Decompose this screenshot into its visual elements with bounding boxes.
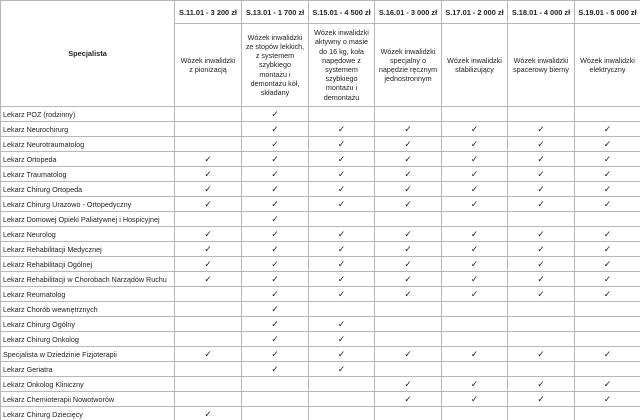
check-mark-cell[interactable]: ✓ [242, 302, 309, 317]
check-mark-cell[interactable]: ✓ [175, 182, 242, 197]
check-mark-cell[interactable]: ✓ [375, 167, 442, 182]
price-code-header-row [1, 1, 640, 24]
empty-cell[interactable] [175, 212, 242, 227]
check-mark-cell[interactable]: ✓ [375, 287, 442, 302]
empty-cell[interactable] [175, 287, 242, 302]
empty-cell[interactable] [242, 392, 309, 407]
check-mark-cell[interactable]: ✓ [442, 242, 508, 257]
empty-cell[interactable] [575, 212, 640, 227]
check-mark-cell[interactable]: ✓ [375, 272, 442, 287]
check-mark-cell[interactable]: ✓ [309, 317, 375, 332]
check-mark-cell[interactable]: ✓ [375, 137, 442, 152]
specialist-name-cell[interactable]: Lekarz Rehabilitacji w Chorobach Narządów Ruchu [1, 272, 175, 287]
check-mark-cell[interactable]: ✓ [175, 257, 242, 272]
check-mark-cell[interactable]: ✓ [575, 197, 640, 212]
check-mark-cell[interactable]: ✓ [375, 182, 442, 197]
check-mark-cell[interactable]: ✓ [508, 137, 575, 152]
empty-cell[interactable] [442, 362, 508, 377]
check-mark-cell[interactable]: ✓ [375, 242, 442, 257]
empty-cell[interactable] [442, 107, 508, 122]
check-mark-cell[interactable]: ✓ [309, 242, 375, 257]
check-mark-cell[interactable]: ✓ [442, 377, 508, 392]
empty-cell[interactable] [442, 212, 508, 227]
empty-cell[interactable] [309, 302, 375, 317]
check-mark-cell[interactable]: ✓ [375, 197, 442, 212]
check-mark-cell[interactable]: ✓ [375, 377, 442, 392]
column-description[interactable]: Wózek inwalidzki specjalny o napędzie ręcznym jednostronnym [375, 24, 442, 107]
empty-cell[interactable] [575, 302, 640, 317]
check-mark-cell[interactable]: ✓ [242, 167, 309, 182]
table-row [1, 227, 640, 242]
empty-cell[interactable] [442, 332, 508, 347]
empty-cell[interactable] [309, 392, 375, 407]
empty-cell[interactable] [375, 302, 442, 317]
column-code-header[interactable]: S.13.01 - 1 700 zł [242, 1, 309, 24]
check-mark-cell[interactable]: ✓ [175, 152, 242, 167]
check-mark-cell[interactable]: ✓ [442, 152, 508, 167]
specialist-name-cell[interactable]: Specjalista w Dziedzinie Fizjoterapii [1, 347, 175, 362]
specialist-name-cell[interactable]: Lekarz Neurochirurg [1, 122, 175, 137]
table-row [1, 242, 640, 257]
check-mark-cell[interactable]: ✓ [309, 257, 375, 272]
check-mark-cell[interactable]: ✓ [442, 347, 508, 362]
check-mark-cell[interactable]: ✓ [575, 272, 640, 287]
specialist-name-cell[interactable]: Lekarz Chemioterapii Nowotworów [1, 392, 175, 407]
check-mark-cell[interactable]: ✓ [309, 287, 375, 302]
check-mark-cell[interactable]: ✓ [442, 197, 508, 212]
check-mark-cell[interactable]: ✓ [175, 242, 242, 257]
empty-cell[interactable] [508, 212, 575, 227]
table-row [1, 137, 640, 152]
empty-cell[interactable] [442, 302, 508, 317]
table-row [1, 197, 640, 212]
check-mark-cell[interactable]: ✓ [575, 242, 640, 257]
empty-cell[interactable] [575, 107, 640, 122]
empty-cell[interactable] [508, 317, 575, 332]
specialist-name-cell[interactable]: Lekarz Onkolog Kliniczny [1, 377, 175, 392]
check-mark-cell[interactable]: ✓ [508, 347, 575, 362]
empty-cell[interactable] [508, 362, 575, 377]
check-mark-cell[interactable]: ✓ [242, 227, 309, 242]
check-mark-cell[interactable]: ✓ [309, 227, 375, 242]
column-description[interactable]: Wózek inwalidzki ze stopów lekkich, z systemem szybkiego montażu i demontażu kół, składany [242, 24, 309, 107]
specialist-name-cell[interactable]: Lekarz Ortopeda [1, 152, 175, 167]
table-row [1, 287, 640, 302]
empty-cell[interactable] [575, 332, 640, 347]
check-mark-cell[interactable]: ✓ [375, 347, 442, 362]
empty-cell[interactable] [175, 377, 242, 392]
check-mark-cell[interactable]: ✓ [575, 347, 640, 362]
table-row [1, 182, 640, 197]
column-description[interactable]: Wózek inwalidzki spacerowy bierny [508, 24, 575, 107]
table-row [1, 332, 640, 347]
specialist-name-cell[interactable]: Lekarz Chirurg Ortopeda [1, 182, 175, 197]
table-row [1, 167, 640, 182]
check-mark-cell[interactable]: ✓ [575, 182, 640, 197]
check-mark-cell[interactable]: ✓ [442, 272, 508, 287]
specialist-name-cell[interactable]: Lekarz POZ (rodzinny) [1, 107, 175, 122]
table-row [1, 122, 640, 137]
specialist-name-cell[interactable]: Lekarz Chirurg Onkolog [1, 332, 175, 347]
check-mark-cell[interactable]: ✓ [508, 227, 575, 242]
column-code-header[interactable]: S.15.01 - 4 500 zł [309, 1, 375, 24]
check-mark-cell[interactable]: ✓ [242, 107, 309, 122]
table-row [1, 362, 640, 377]
check-mark-cell[interactable]: ✓ [442, 137, 508, 152]
check-mark-cell[interactable]: ✓ [309, 347, 375, 362]
check-mark-cell[interactable]: ✓ [508, 392, 575, 407]
table-row [1, 302, 640, 317]
empty-cell[interactable] [175, 362, 242, 377]
check-mark-cell[interactable]: ✓ [242, 257, 309, 272]
specialist-name-cell[interactable]: Lekarz Chirurg Urazowo - Ortopedyczny [1, 197, 175, 212]
empty-cell[interactable] [575, 407, 640, 420]
check-mark-cell[interactable]: ✓ [175, 347, 242, 362]
column-description[interactable]: Wózek inwalidzki aktywny o masie do 16 kg, koła napędowe z systemem szybkiego montażu i demontażu [309, 24, 375, 107]
specialist-name-cell[interactable]: Lekarz Rehabilitacji Ogólnej [1, 257, 175, 272]
column-description[interactable]: Wózek inwalidzki elektryczny [575, 24, 640, 107]
check-mark-cell[interactable]: ✓ [508, 167, 575, 182]
empty-cell[interactable] [175, 302, 242, 317]
empty-cell[interactable] [508, 407, 575, 420]
check-mark-cell[interactable]: ✓ [575, 167, 640, 182]
table-row [1, 272, 640, 287]
empty-cell[interactable] [175, 392, 242, 407]
specialist-name-cell[interactable]: Lekarz Chirurg Ogólny [1, 317, 175, 332]
check-mark-cell[interactable]: ✓ [309, 122, 375, 137]
check-mark-cell[interactable]: ✓ [375, 122, 442, 137]
check-mark-cell[interactable]: ✓ [575, 392, 640, 407]
table-row [1, 407, 640, 420]
check-mark-cell[interactable]: ✓ [175, 227, 242, 242]
check-mark-cell[interactable]: ✓ [575, 257, 640, 272]
empty-cell[interactable] [375, 317, 442, 332]
check-mark-cell[interactable]: ✓ [442, 392, 508, 407]
check-mark-cell[interactable]: ✓ [242, 272, 309, 287]
check-mark-cell[interactable]: ✓ [309, 197, 375, 212]
specialist-name-cell[interactable]: Lekarz Reumatolog [1, 287, 175, 302]
column-code-header[interactable]: S.16.01 - 3 000 zł [375, 1, 442, 24]
check-mark-cell[interactable]: ✓ [442, 167, 508, 182]
check-mark-cell[interactable]: ✓ [309, 152, 375, 167]
check-mark-cell[interactable]: ✓ [309, 362, 375, 377]
empty-cell[interactable] [175, 137, 242, 152]
check-mark-cell[interactable]: ✓ [375, 392, 442, 407]
check-mark-cell[interactable]: ✓ [442, 287, 508, 302]
check-mark-cell[interactable]: ✓ [242, 122, 309, 137]
check-mark-cell[interactable]: ✓ [242, 197, 309, 212]
table-row [1, 392, 640, 407]
check-mark-cell[interactable]: ✓ [175, 407, 242, 420]
empty-cell[interactable] [175, 122, 242, 137]
check-mark-cell[interactable]: ✓ [309, 182, 375, 197]
check-mark-cell[interactable]: ✓ [375, 227, 442, 242]
empty-cell[interactable] [442, 407, 508, 420]
check-mark-cell[interactable]: ✓ [242, 152, 309, 167]
empty-cell[interactable] [175, 332, 242, 347]
table-row [1, 152, 640, 167]
table-row [1, 107, 640, 122]
empty-cell[interactable] [508, 302, 575, 317]
check-mark-cell[interactable]: ✓ [508, 242, 575, 257]
empty-cell[interactable] [375, 362, 442, 377]
check-mark-cell[interactable]: ✓ [575, 227, 640, 242]
column-code-header[interactable]: S.11.01 - 3 200 zł [175, 1, 242, 24]
check-mark-cell[interactable]: ✓ [442, 257, 508, 272]
empty-cell[interactable] [575, 362, 640, 377]
column-description[interactable]: Wózek inwalidzki z pionizacją [175, 24, 242, 107]
specialist-header[interactable]: Specjalista [1, 1, 175, 107]
empty-cell[interactable] [309, 407, 375, 420]
empty-cell[interactable] [242, 407, 309, 420]
table-row [1, 257, 640, 272]
check-mark-cell[interactable]: ✓ [575, 152, 640, 167]
empty-cell[interactable] [508, 107, 575, 122]
check-mark-cell[interactable]: ✓ [242, 287, 309, 302]
empty-cell[interactable] [309, 107, 375, 122]
empty-cell[interactable] [575, 317, 640, 332]
check-mark-cell[interactable]: ✓ [309, 167, 375, 182]
check-mark-cell[interactable]: ✓ [575, 377, 640, 392]
column-code-header[interactable]: S.18.01 - 4 000 zł [508, 1, 575, 24]
check-mark-cell[interactable]: ✓ [309, 272, 375, 287]
check-mark-cell[interactable]: ✓ [575, 122, 640, 137]
table-row [1, 317, 640, 332]
check-mark-cell[interactable]: ✓ [442, 227, 508, 242]
check-mark-cell[interactable]: ✓ [175, 197, 242, 212]
check-mark-cell[interactable]: ✓ [242, 182, 309, 197]
specialist-name-cell[interactable]: Lekarz Chirurg Dziecięcy [1, 407, 175, 420]
check-mark-cell[interactable]: ✓ [242, 137, 309, 152]
check-mark-cell[interactable]: ✓ [375, 152, 442, 167]
check-mark-cell[interactable]: ✓ [508, 287, 575, 302]
check-mark-cell[interactable]: ✓ [309, 137, 375, 152]
table-body [1, 107, 640, 420]
column-code-header[interactable]: S.19.01 - 5 000 zł [575, 1, 640, 24]
check-mark-cell[interactable]: ✓ [575, 287, 640, 302]
specialist-name-cell[interactable]: Lekarz Neurolog [1, 227, 175, 242]
specialist-name-cell[interactable]: Lekarz Rehabilitacji Medycznej [1, 242, 175, 257]
empty-cell[interactable] [175, 107, 242, 122]
check-mark-cell[interactable]: ✓ [175, 272, 242, 287]
column-description[interactable]: Wózek inwalidzki stabilizujący [442, 24, 508, 107]
check-mark-cell[interactable]: ✓ [242, 347, 309, 362]
check-mark-cell[interactable]: ✓ [442, 182, 508, 197]
check-mark-cell[interactable]: ✓ [508, 257, 575, 272]
check-mark-cell[interactable]: ✓ [442, 122, 508, 137]
empty-cell[interactable] [309, 377, 375, 392]
check-mark-cell[interactable]: ✓ [242, 332, 309, 347]
column-code-header[interactable]: S.17.01 - 2 000 zł [442, 1, 508, 24]
check-mark-cell[interactable]: ✓ [575, 137, 640, 152]
table-row [1, 377, 640, 392]
check-mark-cell[interactable]: ✓ [242, 212, 309, 227]
table-row [1, 347, 640, 362]
check-mark-cell[interactable]: ✓ [508, 272, 575, 287]
specialist-name-cell[interactable]: Lekarz Neurotraumatolog [1, 137, 175, 152]
table-row [1, 212, 640, 227]
check-mark-cell[interactable]: ✓ [508, 377, 575, 392]
empty-cell[interactable] [442, 317, 508, 332]
specialist-name-cell[interactable]: Lekarz Chorób wewnętrznych [1, 302, 175, 317]
empty-cell[interactable] [309, 212, 375, 227]
check-mark-cell[interactable]: ✓ [242, 242, 309, 257]
check-mark-cell[interactable]: ✓ [375, 257, 442, 272]
empty-cell[interactable] [242, 377, 309, 392]
empty-cell[interactable] [375, 107, 442, 122]
check-mark-cell[interactable]: ✓ [242, 317, 309, 332]
empty-cell[interactable] [375, 407, 442, 420]
empty-cell[interactable] [375, 212, 442, 227]
empty-cell[interactable] [175, 317, 242, 332]
check-mark-cell[interactable]: ✓ [175, 167, 242, 182]
specialist-name-cell[interactable]: Lekarz Traumatolog [1, 167, 175, 182]
empty-cell[interactable] [508, 332, 575, 347]
check-mark-cell[interactable]: ✓ [508, 197, 575, 212]
empty-cell[interactable] [375, 332, 442, 347]
check-mark-cell[interactable]: ✓ [242, 362, 309, 377]
check-mark-cell[interactable]: ✓ [508, 122, 575, 137]
check-mark-cell[interactable]: ✓ [508, 182, 575, 197]
check-mark-cell[interactable]: ✓ [508, 152, 575, 167]
specialist-name-cell[interactable]: Lekarz Domowej Opieki Paliatywnej i Hospicyjnej [1, 212, 175, 227]
specialist-name-cell[interactable]: Lekarz Geriatra [1, 362, 175, 377]
check-mark-cell[interactable]: ✓ [309, 332, 375, 347]
